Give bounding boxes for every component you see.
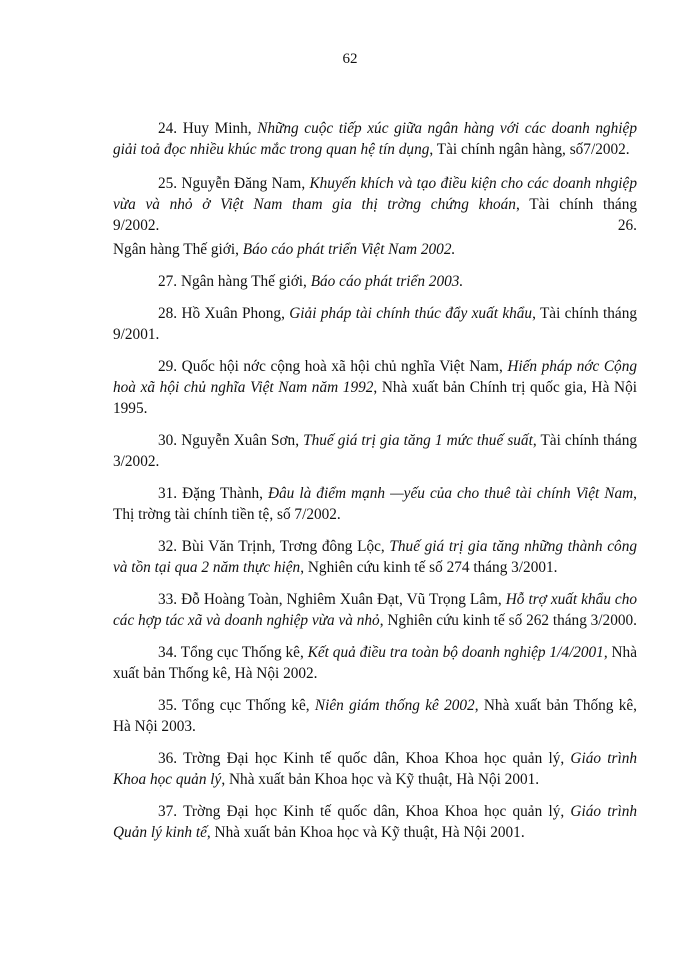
reference-author: 33. Đỗ Hoàng Toàn, Nghiêm Xuân Đạt, Vũ Trọng Lâm, (158, 591, 506, 608)
reference-item-26 (113, 239, 637, 260)
reference-item-36 (113, 748, 637, 790)
reference-list (113, 118, 637, 854)
reference-title: Khuyến khích và tạo điều kiện cho các doanh nhgiệp vừa và nhỏ ở Việt Nam tham gia thị trờng chứng khoán (113, 175, 637, 213)
reference-number-26: 26. (617, 217, 637, 234)
reference-author: 28. Hồ Xuân Phong, (158, 305, 290, 322)
reference-source: , Nghiên cứu kinh tế số 262 tháng 3/2000. (379, 612, 637, 629)
reference-title: Giải pháp tài chính thúc đẩy xuất khẩu (289, 305, 533, 322)
reference-item-27 (113, 271, 637, 292)
reference-source: , Tài chính tháng 9/2001. (113, 305, 637, 343)
reference-source-date: 9/2002. (113, 217, 160, 234)
reference-source: , Nhà xuất bản Chính trị quốc gia, Hà Nội 1995. (113, 379, 637, 417)
reference-title: Những cuộc tiếp xúc giữa ngân hàng với các doanh nghiệp giải toả đọc nhiều khúc mắc trong quan hệ tín dụng (113, 120, 637, 158)
reference-item-31 (113, 483, 637, 525)
reference-source: , Thị trờng tài chính tiền tệ, số 7/2002. (113, 485, 637, 523)
reference-item-25 (113, 173, 637, 236)
reference-title: Thuế giá trị gia tăng những thành công và tồn tại qua 2 năm thực hiện (113, 538, 637, 576)
reference-source: , Tài chính tháng (515, 196, 637, 213)
reference-title: Niên giám thống kê 2002 (314, 697, 475, 714)
reference-source: , Nhà xuất bản Thống kê, Hà Nội 2003. (113, 697, 637, 735)
reference-item-34 (113, 642, 637, 684)
reference-item-28 (113, 303, 637, 345)
reference-title: Hỗ trợ xuất khẩu cho các hợp tác xã và doanh nghiệp vừa và nhỏ (113, 591, 637, 629)
reference-source: , Nhà xuất bản Thống kê, Hà Nội 2002. (113, 644, 637, 682)
reference-title: Đâu là điểm mạnh —yếu của cho thuê tài chính Việt Nam (267, 485, 634, 502)
reference-author: 34. Tổng cục Thống kê, (158, 644, 308, 661)
reference-author: 32. Bùi Văn Trịnh, Trơng đông Lộc, (158, 538, 390, 555)
page-number: 62 (342, 51, 358, 67)
reference-author: 36. Trờng Đại học Kinh tế quốc dân, Khoa Khoa học quản lý, (158, 750, 571, 767)
reference-author: 30. Nguyễn Xuân Sơn, (158, 432, 304, 449)
reference-item-30 (113, 430, 637, 472)
reference-source: , Nhà xuất bản Khoa học và Kỹ thuật, Hà Nội 2001. (221, 771, 540, 788)
reference-item-37 (113, 801, 637, 843)
reference-item-35 (113, 695, 637, 737)
reference-author: 29. Quốc hội nớc cộng hoà xã hội chủ nghĩa Việt Nam, (158, 358, 508, 375)
reference-author: 37. Trờng Đại học Kinh tế quốc dân, Khoa Khoa học quản lý, (158, 803, 571, 820)
reference-source: , Tài chính tháng 3/2002. (113, 432, 637, 470)
reference-title: Báo cáo phát triển Việt Nam 2002. (242, 241, 456, 258)
reference-title: Hiến pháp nớc Cộng hoà xã hội chủ nghĩa Việt Nam năm 1992 (113, 358, 637, 396)
reference-author: 31. Đặng Thành, (158, 485, 268, 502)
reference-source: , Nhà xuất bản Khoa học và Kỹ thuật, Hà Nội 2001. (206, 824, 525, 841)
reference-author: Ngân hàng Thế giới, (113, 241, 243, 258)
reference-25-tail-line (113, 215, 637, 236)
reference-title: Báo cáo phát triển 2003. (310, 273, 464, 290)
reference-author: 24. Huy Minh, (158, 120, 258, 137)
reference-author: 35. Tổng cục Thống kê, (158, 697, 315, 714)
reference-title: Giáo trình Khoa học quản lý (113, 750, 637, 788)
reference-author: 27. Ngân hàng Thế giới, (158, 273, 311, 290)
reference-source: , Nghiên cứu kinh tế số 274 tháng 3/2001. (300, 559, 558, 576)
reference-title: Giáo trình Quản lý kinh tế (113, 803, 637, 841)
reference-title: Thuế giá trị gia tăng 1 mức thuế suất (303, 432, 533, 449)
reference-item-32 (113, 536, 637, 578)
reference-item-29 (113, 356, 637, 419)
reference-author: 25. Nguyễn Đăng Nam, (158, 175, 310, 192)
reference-title: Kết quả điều tra toàn bộ doanh nghiệp 1/4/2001 (307, 644, 604, 661)
reference-item-33 (113, 589, 637, 631)
reference-item-24 (113, 118, 637, 160)
reference-source: , Tài chính ngân hàng, số7/2002. (429, 141, 630, 158)
